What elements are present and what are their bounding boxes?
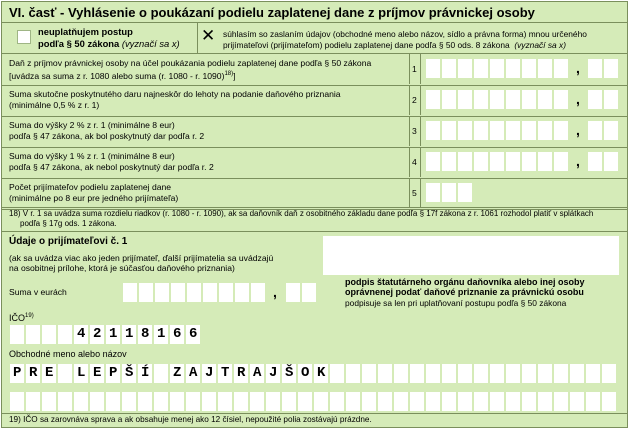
row-label-line-1: Suma do výšky 1 % z r. 1 (minimálne 8 eur) [9, 151, 175, 161]
name-char: Š [285, 365, 294, 381]
char-cell[interactable] [218, 392, 232, 411]
consent-checkbox[interactable] [201, 26, 216, 45]
char-cell[interactable] [490, 392, 504, 411]
digit-cell[interactable] [604, 121, 618, 140]
digit-cell[interactable] [286, 283, 300, 302]
digit-cell[interactable] [58, 325, 72, 344]
name-char: Z [173, 365, 182, 381]
char-cell[interactable] [474, 392, 488, 411]
divider [420, 147, 421, 177]
ico-digit: 1 [125, 326, 134, 342]
digit-cell[interactable] [442, 90, 456, 109]
char-cell[interactable] [266, 392, 280, 411]
digit-cell[interactable] [155, 283, 169, 302]
char-cell[interactable] [154, 392, 168, 411]
name-char: A [189, 365, 198, 381]
digit-cell[interactable] [442, 59, 456, 78]
name-char: Š [125, 365, 134, 381]
char-cell[interactable] [442, 364, 456, 383]
recipient-note-2: na osobitnej prílohe, ktorá je súčasťou daňového priznania) [9, 263, 235, 273]
char-cell[interactable] [410, 364, 424, 383]
signature-caption-1: podpis štatutárneho orgánu daňovníka alebo inej osoby [345, 277, 585, 287]
signature-field[interactable] [323, 236, 619, 275]
name-char: K [317, 365, 326, 381]
char-cell[interactable] [570, 364, 584, 383]
not-apply-label-1: neuplatňujem postup [38, 26, 133, 37]
not-apply-label-2: podľa § 50 zákona (vyznačí sa x) [38, 38, 180, 49]
digit-cell[interactable] [538, 59, 552, 78]
char-cell[interactable] [458, 364, 472, 383]
digit-cell[interactable] [554, 121, 568, 140]
digit-cell[interactable] [187, 283, 201, 302]
row-number: 1 [412, 64, 417, 74]
digit-cell[interactable] [426, 152, 440, 171]
row-label-line-2 [9, 69, 236, 81]
not-apply-checkbox[interactable] [17, 30, 31, 44]
digit-cell[interactable] [426, 59, 440, 78]
row-label-text: (minimálne po 8 eur pre jedného prijímateľa) [9, 193, 179, 203]
digit-cell[interactable] [522, 152, 536, 171]
decimal-comma: , [576, 91, 580, 107]
row-label-line-2 [9, 100, 99, 111]
char-cell[interactable] [586, 392, 600, 411]
decimal-comma: , [273, 284, 277, 300]
name-char: A [253, 365, 262, 381]
char-cell[interactable] [170, 392, 184, 411]
digit-cell[interactable] [490, 152, 504, 171]
digit-cell[interactable] [442, 183, 456, 202]
digit-cell[interactable] [506, 152, 520, 171]
char-cell[interactable] [154, 364, 168, 383]
ico-digit: 1 [109, 326, 118, 342]
name-char: L [77, 365, 86, 381]
digit-cell[interactable] [458, 152, 472, 171]
char-cell[interactable] [394, 364, 408, 383]
digit-cell[interactable] [490, 121, 504, 140]
char-cell[interactable] [554, 392, 568, 411]
name-char: R [29, 365, 38, 381]
char-cell[interactable] [442, 392, 456, 411]
row-label-line-2 [9, 162, 214, 173]
digit-cell[interactable] [458, 59, 472, 78]
char-cell[interactable] [458, 392, 472, 411]
char-cell[interactable] [330, 392, 344, 411]
name-char: J [205, 365, 214, 381]
ico-digit: 2 [93, 326, 102, 342]
char-cell[interactable] [42, 392, 56, 411]
char-cell[interactable] [330, 364, 344, 383]
row-label-line-1: Daň z príjmov právnickej osoby na účel poukázania podielu zaplatenej dane podľa § 50 zákona [9, 58, 372, 68]
divider [420, 54, 421, 84]
row-label-line-1: Počet prijímateľov podielu zaplatenej dane [9, 182, 172, 192]
row-label-text: podľa § 47 zákona, ak bol poskytnutý dar podľa r. 2 [9, 131, 205, 141]
digit-cell[interactable] [474, 152, 488, 171]
digit-cell[interactable] [203, 283, 217, 302]
digit-cell[interactable] [235, 283, 249, 302]
digit-cell[interactable] [474, 90, 488, 109]
name-char: P [13, 365, 22, 381]
digit-cell[interactable] [554, 59, 568, 78]
decimal-comma: , [576, 153, 580, 169]
digit-cell[interactable] [588, 90, 602, 109]
name-char: R [237, 365, 246, 381]
section-header [2, 2, 627, 23]
digit-cell[interactable] [522, 90, 536, 109]
close-icon: ✕ [201, 26, 216, 45]
char-cell[interactable] [602, 392, 616, 411]
digit-cell[interactable] [538, 121, 552, 140]
digit-cell[interactable] [442, 121, 456, 140]
char-cell[interactable] [346, 392, 360, 411]
char-cell[interactable] [426, 392, 440, 411]
digit-cell[interactable] [554, 152, 568, 171]
ico-digit: 1 [157, 326, 166, 342]
char-cell[interactable] [522, 392, 536, 411]
divider [2, 231, 627, 232]
decimal-comma: , [576, 122, 580, 138]
digit-cell[interactable] [604, 59, 618, 78]
divider [420, 178, 421, 208]
row-label-text: ] [233, 70, 236, 81]
digit-cell[interactable] [538, 90, 552, 109]
row-label-line-2 [9, 193, 178, 204]
footnote-18-line-2: podľa § 17g ods. 1 zákona. [20, 219, 117, 228]
row-number: 5 [412, 188, 417, 198]
form-section-vi [1, 1, 628, 428]
ico-label: IČO$^{19)}$ [9, 313, 34, 323]
char-cell[interactable] [202, 392, 216, 411]
divider [409, 54, 410, 84]
char-cell[interactable] [58, 392, 72, 411]
char-cell[interactable] [282, 392, 296, 411]
digit-cell[interactable] [538, 152, 552, 171]
digit-cell[interactable] [426, 90, 440, 109]
char-cell[interactable] [394, 392, 408, 411]
amount-label: Suma v eurách [9, 287, 67, 297]
char-cell[interactable] [506, 364, 520, 383]
ico-digit: 6 [189, 326, 198, 342]
digit-cell[interactable] [506, 121, 520, 140]
digit-cell[interactable] [490, 59, 504, 78]
footnote-19: 19) IČO sa zarovnáva sprava a ak obsahuje menej ako 12 čísiel, nepoužité polia zostávajú prázdne. [9, 415, 372, 424]
char-cell[interactable] [570, 392, 584, 411]
digit-cell[interactable] [26, 325, 40, 344]
char-cell[interactable] [122, 392, 136, 411]
row-label-text: (minimálne 0,5 % z r. 1) [9, 100, 100, 110]
row-number: 4 [412, 157, 417, 167]
digit-cell[interactable] [474, 59, 488, 78]
digit-cell[interactable] [506, 59, 520, 78]
digit-cell[interactable] [426, 121, 440, 140]
digit-cell[interactable] [458, 121, 472, 140]
divider [2, 85, 627, 86]
divider [2, 178, 627, 179]
divider [2, 116, 627, 117]
divider [409, 147, 410, 177]
row-label-line-1: Suma do výšky 2 % z r. 1 (minimálne 8 eur) [9, 120, 175, 130]
recipient-note-1: (ak sa uvádza viac ako jeden prijímateľ, ďalší prijímatelia sa uvádzajú [9, 253, 274, 263]
divider [409, 116, 410, 146]
digit-cell[interactable] [458, 183, 472, 202]
char-cell[interactable] [186, 392, 200, 411]
digit-cell[interactable] [604, 152, 618, 171]
char-cell[interactable] [586, 364, 600, 383]
char-cell[interactable] [538, 364, 552, 383]
char-cell[interactable] [378, 364, 392, 383]
digit-cell[interactable] [522, 59, 536, 78]
digit-cell[interactable] [426, 183, 440, 202]
digit-cell[interactable] [171, 283, 185, 302]
digit-cell[interactable] [588, 59, 602, 78]
divider [197, 23, 198, 53]
char-cell[interactable] [538, 392, 552, 411]
char-cell[interactable] [90, 392, 104, 411]
footnote-18-line-1: 18) V r. 1 sa uvádza suma rozdielu riadkov (r. 1080 - r. 1090), ak sa daňovník daň z osobitného základu dane podľa § 17f zákona z r. 1061 rozhodol platiť v splátkach [9, 209, 594, 218]
char-cell[interactable] [346, 364, 360, 383]
digit-cell[interactable] [506, 90, 520, 109]
char-cell[interactable] [506, 392, 520, 411]
digit-cell[interactable] [10, 325, 24, 344]
row-label-text: [uvádza sa suma z r. 1080 alebo suma (r. 1080 - r. 1090) [9, 70, 225, 81]
digit-cell[interactable] [219, 283, 233, 302]
consent-label-2: prijímateľovi (prijímateľom) podielu zaplatenej dane podľa § 50 ods. 8 zákona (vyznačí sa x) [223, 40, 566, 50]
char-cell[interactable] [602, 364, 616, 383]
name-char: E [45, 365, 54, 381]
digit-cell[interactable] [302, 283, 316, 302]
signature-caption-3: podpisuje sa len pri uplatňovaní postupu podľa § 50 zákona [345, 298, 567, 308]
signature-caption-2: oprávnenej podať daňové priznanie za právnickú osobu [345, 287, 584, 297]
divider [2, 147, 627, 148]
char-cell[interactable] [234, 392, 248, 411]
char-cell[interactable] [378, 392, 392, 411]
ico-digit: 4 [77, 326, 86, 342]
name-label: Obchodné meno alebo názov [9, 349, 127, 359]
char-cell[interactable] [138, 392, 152, 411]
digit-cell[interactable] [588, 121, 602, 140]
divider [2, 53, 627, 54]
digit-cell[interactable] [554, 90, 568, 109]
name-char: E [93, 365, 102, 381]
char-cell[interactable] [58, 364, 72, 383]
row-label-line-2 [9, 131, 204, 142]
divider [420, 116, 421, 146]
char-cell[interactable] [314, 392, 328, 411]
ico-digit: 6 [173, 326, 182, 342]
decimal-comma: , [576, 60, 580, 76]
char-cell[interactable] [10, 392, 24, 411]
digit-cell[interactable] [588, 152, 602, 171]
digit-cell[interactable] [604, 90, 618, 109]
digit-cell[interactable] [474, 121, 488, 140]
divider [2, 413, 627, 414]
digit-cell[interactable] [251, 283, 265, 302]
divider [2, 207, 627, 208]
footnote-ref: 18) [224, 71, 234, 77]
digit-cell[interactable] [442, 152, 456, 171]
name-char: Í [141, 365, 150, 381]
char-cell[interactable] [362, 392, 376, 411]
digit-cell[interactable] [490, 90, 504, 109]
char-cell[interactable] [106, 392, 120, 411]
row-number: 2 [412, 95, 417, 105]
recipient-title: Údaje o prijímateľovi č. 1 [9, 236, 128, 247]
char-cell[interactable] [410, 392, 424, 411]
divider [420, 85, 421, 115]
digit-cell[interactable] [139, 283, 153, 302]
digit-cell[interactable] [123, 283, 137, 302]
char-cell[interactable] [522, 364, 536, 383]
char-cell[interactable] [490, 364, 504, 383]
digit-cell[interactable] [522, 121, 536, 140]
digit-cell[interactable] [458, 90, 472, 109]
ico-digit: 8 [141, 326, 150, 342]
divider [409, 178, 410, 208]
char-cell[interactable] [474, 364, 488, 383]
section-title: VI. časť - Vyhlásenie o poukázaní podielu zaplatenej dane z príjmov právnickej osoby [9, 5, 535, 20]
char-cell[interactable] [250, 392, 264, 411]
char-cell[interactable] [26, 392, 40, 411]
row-label-text: podľa § 47 zákona, ak nebol poskytnutý dar podľa r. 2 [9, 162, 214, 172]
row-label-line-1: Suma skutočne poskytnutého daru najneskôr do lehoty na podanie daňového priznania [9, 89, 341, 99]
digit-cell[interactable] [42, 325, 56, 344]
consent-label-1: súhlasím so zaslaním údajov (obchodné meno alebo názov, sídlo a právna forma) mnou určeného [223, 29, 587, 39]
char-cell[interactable] [298, 392, 312, 411]
char-cell[interactable] [74, 392, 88, 411]
name-char: O [301, 365, 310, 381]
char-cell[interactable] [554, 364, 568, 383]
row-number: 3 [412, 126, 417, 136]
name-char: P [109, 365, 118, 381]
char-cell[interactable] [362, 364, 376, 383]
name-char: T [221, 365, 230, 381]
name-char: J [269, 365, 278, 381]
char-cell[interactable] [426, 364, 440, 383]
divider [409, 85, 410, 115]
